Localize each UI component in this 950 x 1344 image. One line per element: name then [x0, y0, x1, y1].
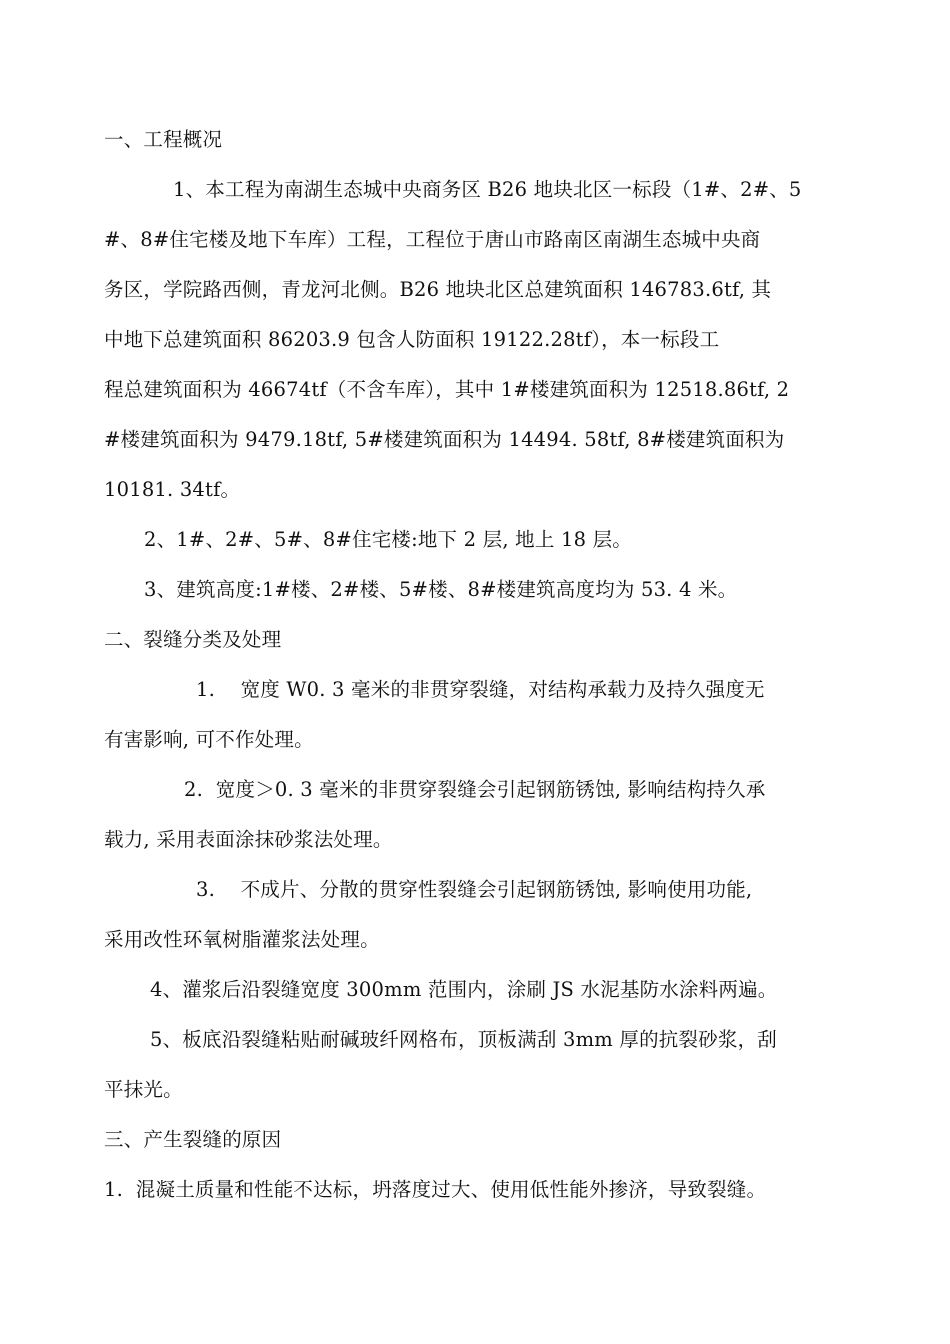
paragraph-line: 务区，学院路西侧，青龙河北侧。B26 地块北区总建筑面积 146783.6tf, 其	[104, 278, 772, 301]
paragraph-line: 程总建筑面积为 46674tf（不含车库），其中 1#楼建筑面积为 12518.86tf, 2	[104, 378, 790, 401]
paragraph-line: 中地下总建筑面积 86203.9 包含人防面积 19122.28tf），本一标段工	[104, 328, 720, 351]
paragraph-line: #、8#住宅楼及地下车库）工程，工程位于唐山市路南区南湖生态城中央商	[104, 228, 761, 251]
paragraph-line: 5、板底沿裂缝粘贴耐碱玻纤网格布，顶板满刮 3mm 厚的抗裂砂浆，刮	[150, 1028, 777, 1051]
paragraph-line: 载力, 采用表面涂抹砂浆法处理。	[104, 828, 393, 851]
paragraph-line: 3. 不成片、分散的贯穿性裂缝会引起钢筋锈蚀, 影响使用功能,	[196, 878, 753, 901]
section-heading-overview: 一、工程概况	[104, 128, 223, 151]
paragraph-line: 3、建筑高度:1#楼、2#楼、5#楼、8#楼建筑高度均为 53. 4 米。	[144, 578, 738, 601]
paragraph-line: 1、本工程为南湖生态城中央商务区 B26 地块北区一标段（1#、2#、5	[173, 178, 802, 201]
paragraph-line: #楼建筑面积为 9479.18tf, 5#楼建筑面积为 14494. 58tf, 8#楼建筑面积为	[104, 428, 785, 451]
paragraph-line: 4、灌浆后沿裂缝宽度 300mm 范围内，涂刷 JS 水泥基防水涂料两遍。	[150, 978, 778, 1001]
paragraph-line: 1. 混凝土质量和性能不达标，坍落度过大、使用低性能外掺济，导致裂缝。	[104, 1178, 767, 1201]
paragraph-line: 有害影响, 可不作处理。	[104, 728, 314, 751]
section-heading-crack-causes: 三、产生裂缝的原因	[104, 1128, 282, 1151]
paragraph-line: 平抹光。	[104, 1078, 183, 1101]
paragraph-line: 1. 宽度 W0. 3 毫米的非贯穿裂缝，对结构承载力及持久强度无	[196, 678, 765, 701]
paragraph-line: 10181. 34tf。	[104, 478, 241, 501]
section-heading-crack-classification: 二、裂缝分类及处理	[104, 628, 282, 651]
paragraph-line: 2. 宽度＞0. 3 毫米的非贯穿裂缝会引起钢筋锈蚀, 影响结构持久承	[184, 778, 766, 801]
paragraph-line: 2、1#、2#、5#、8#住宅楼:地下 2 层, 地上 18 层。	[144, 528, 632, 551]
paragraph-line: 采用改性环氧树脂灌浆法处理。	[104, 928, 380, 951]
